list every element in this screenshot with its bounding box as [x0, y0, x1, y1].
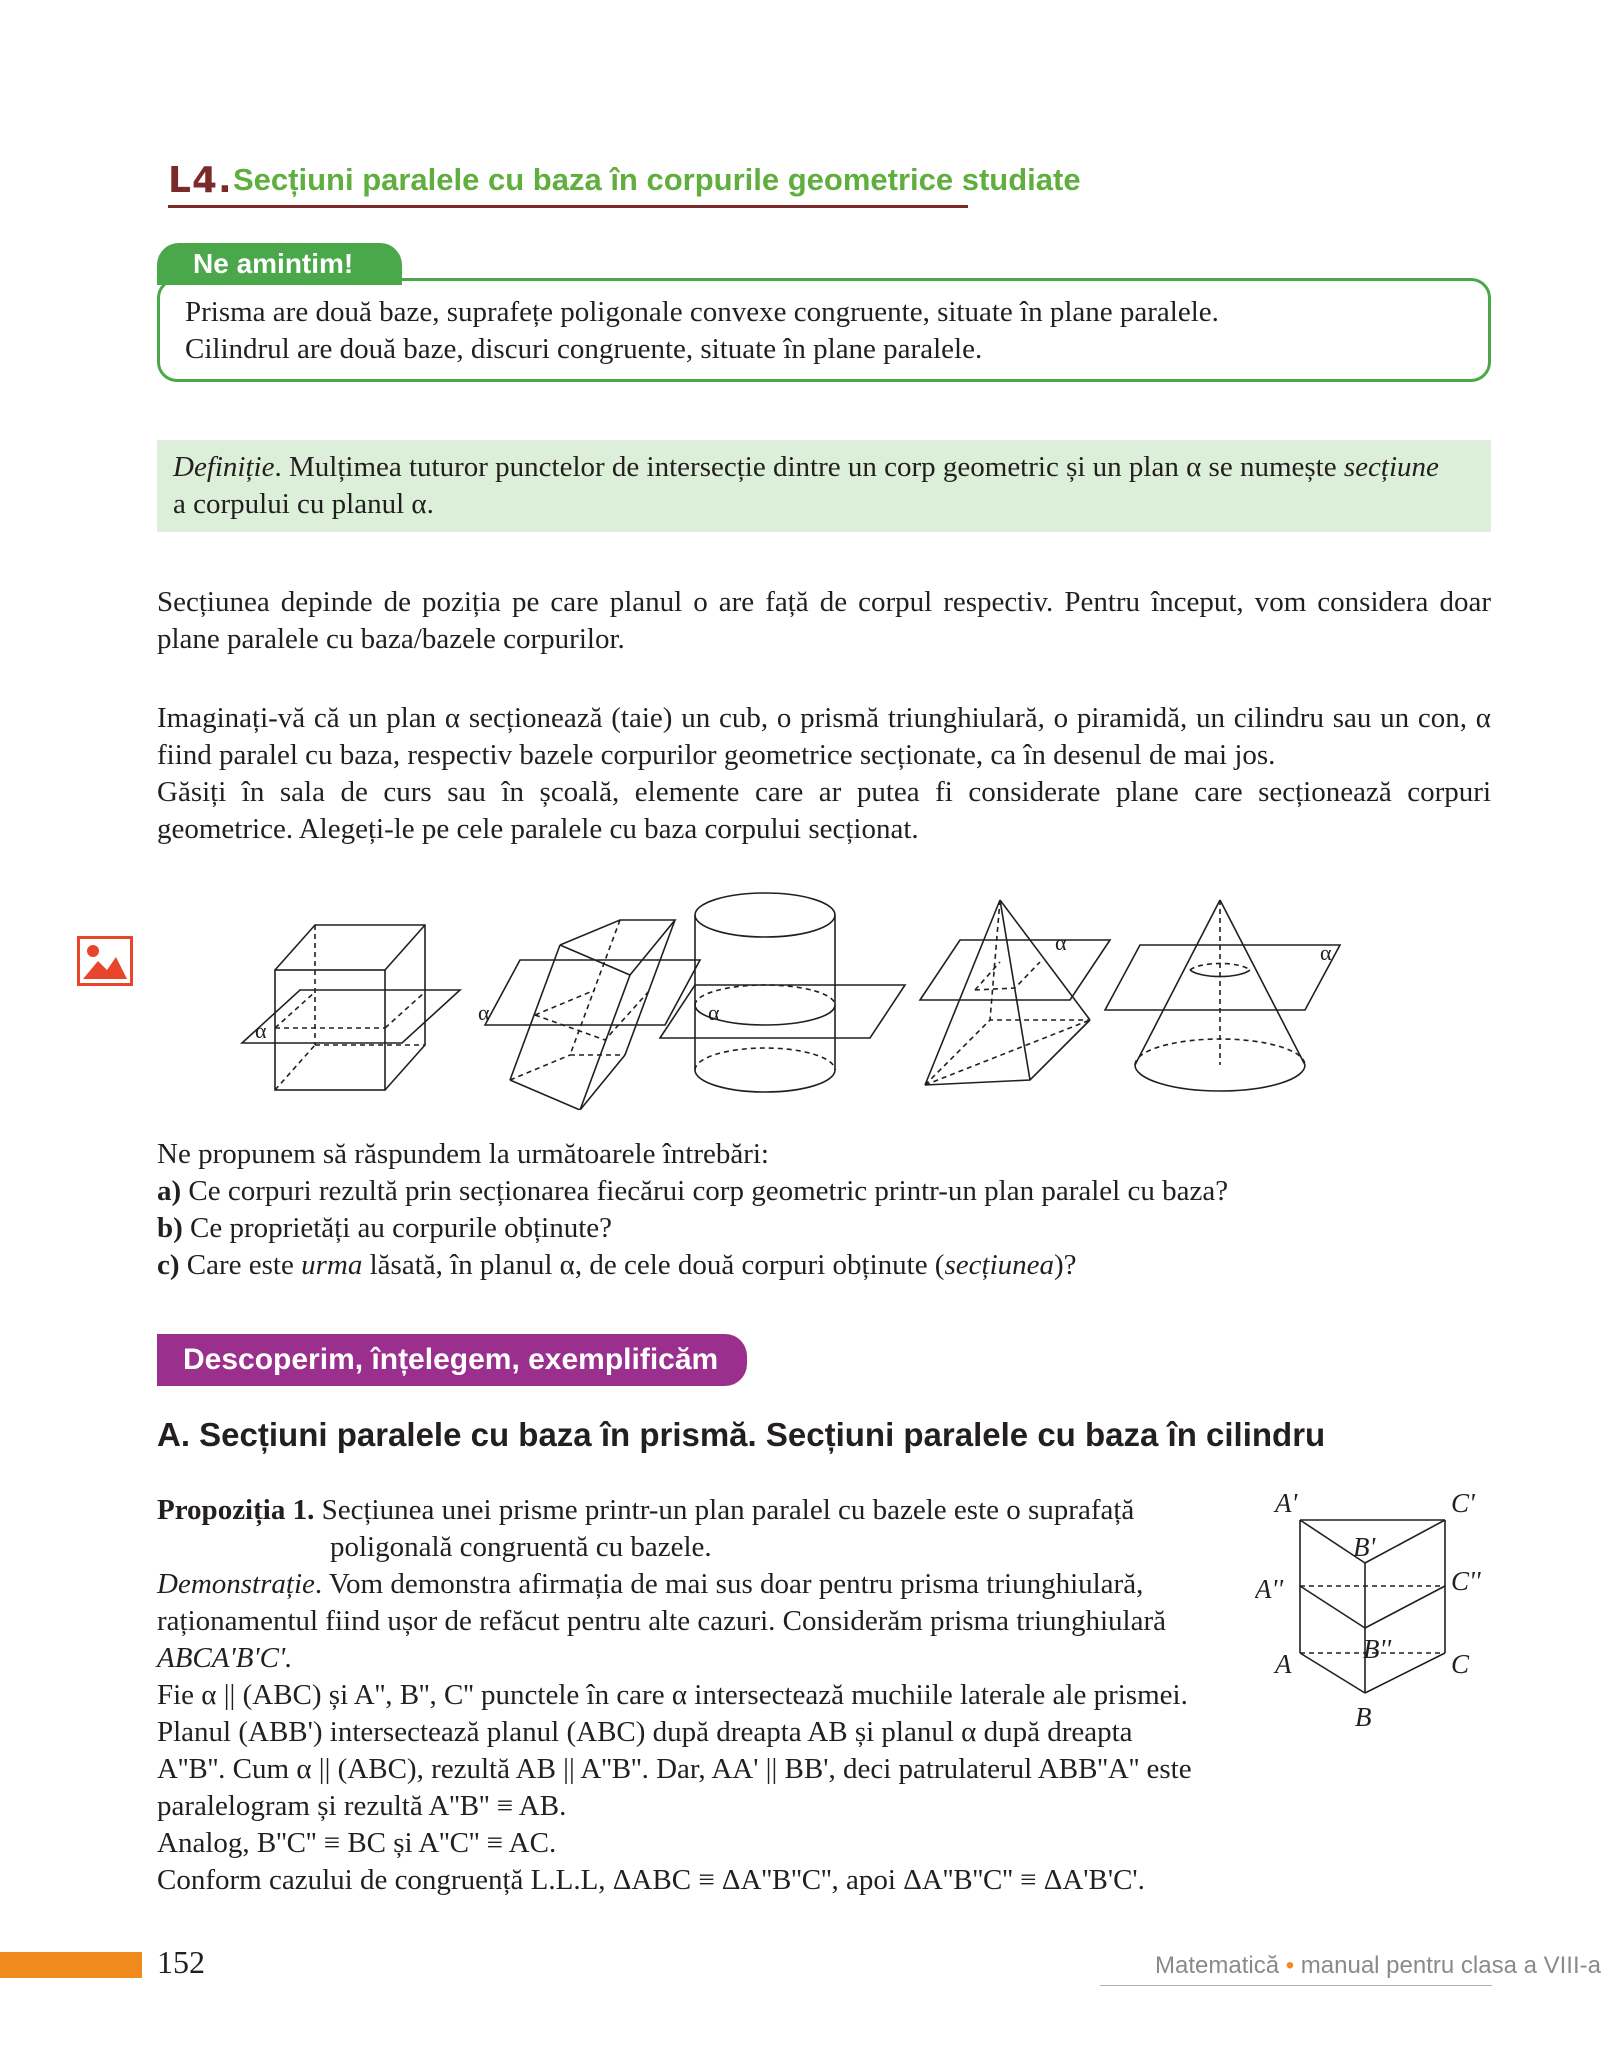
prism-diagram	[1255, 1488, 1495, 1748]
definition-label: Definiție	[173, 451, 275, 483]
definition-text-a: . Mulțimea tuturor punctelor de intersecție dintre un corp geometric și un plan α se numește	[274, 451, 1344, 483]
definition-text	[173, 449, 1483, 523]
alpha-label-cone: α	[1320, 940, 1332, 965]
proof-line-5: Planul (ABB') intersectează planul (ABC) după dreapta AB și planul α după dreapta	[157, 1716, 1133, 1748]
recall-text	[185, 294, 1475, 368]
proof-line-2: raționamentul fiind ușor de refăcut pentru alte cazuri. Considerăm prisma triunghiulară	[157, 1605, 1167, 1637]
footer-book-title	[1155, 1952, 1601, 1980]
alpha-label-cube: α	[255, 1018, 267, 1043]
alpha-label-cylinder: α	[708, 1000, 720, 1025]
proof-line-4: Fie α || (ABC) și A'', B'', C'' punctele în care α intersectează muchiile laterale ale prismei.	[157, 1679, 1188, 1711]
footer-book-a: Matematică	[1155, 1952, 1280, 1979]
proposition-text-2: poligonală congruentă cu bazele.	[330, 1531, 712, 1563]
question-c: c) Care este urma lăsată, în planul α, de cele două corpuri obținute (secțiunea)?	[157, 1249, 1077, 1281]
alpha-label-pyramid: α	[1055, 930, 1067, 955]
page-number: 152	[157, 1944, 205, 1980]
cube-figure	[242, 925, 460, 1090]
pyramid-figure	[920, 900, 1110, 1085]
recall-line-1: Prisma are două baze, suprafețe poligonale convexe congruente, situate în plane paralele.	[185, 296, 1219, 328]
paragraph-1: Secțiunea depinde de poziția pe care planul o are față de corpul respectiv. Pentru început, vom considera doar plane paralele cu baza/bazele corpurilor.	[157, 586, 1491, 655]
proposition-text: Secțiunea unei prisme printr-un plan paralel cu bazele este o suprafață	[321, 1494, 1135, 1526]
proposition	[157, 1492, 1247, 1566]
proof-line-9: Conform cazului de congruență L.L.L, ΔABC ≡ ΔA''B''C'', apoi ΔA''B''C'' ≡ ΔA'B'C'.	[157, 1864, 1145, 1896]
label-A1: A'	[1275, 1488, 1298, 1518]
paragraph-2a: Imaginați-vă că un plan α secționează (taie) un cub, o prismă triunghiulară, o piramidă, un cilindru sau un con, α fiind paralel cu baza, respectiv bazele corpurilor geometrice secționate, ca în desenul de mai jos.	[157, 702, 1491, 771]
label-B2: B''	[1363, 1634, 1392, 1664]
proof: Demonstrație. Vom demonstra afirmația de mai sus doar pentru prisma triunghiulară, raționamentul fiind ușor de refăcut pentru alte cazuri. Considerăm prisma triunghiulară ABCA'B'C'. Fie α || (ABC) și A'', B'', C'' punctele în care α intersectează muchiile laterale ale prismei. Planul (ABB') intersectează planul (ABC) după dreapta AB și planul α după dreapta A''B''. Cum α || (ABC), rezultă AB || A''B''. Dar, AA' || BB', deci patrulaterul ABB''A'' este paralelogram și rezultă A''B'' ≡ AB. Analog, B''C'' ≡ BC și A''C'' ≡ AC. Conform cazului de congruență L.L.L, ΔABC ≡ ΔA''B''C'', apoi ΔA''B''C'' ≡ ΔA'B'C'.	[157, 1566, 1247, 1899]
lesson-number: L4.	[168, 160, 233, 201]
paragraph-2b: Găsiți în sala de curs sau în școală, elemente care ar putea fi considerate plane care secționează corpuri geometrice. Alegeți-le pe cele paralele cu baza corpului secționat.	[157, 776, 1491, 845]
label-A: A	[1275, 1649, 1292, 1679]
recall-line-2: Cilindrul are două baze, discuri congruente, situate în plane paralele.	[185, 333, 983, 365]
footer-book-b: manual pentru clasa a VIII-a	[1294, 1952, 1601, 1979]
cylinder-figure	[660, 893, 905, 1092]
cone-figure	[1105, 900, 1340, 1091]
definition-text-b: a corpului cu planul α.	[173, 488, 434, 520]
label-B1: B'	[1353, 1532, 1376, 1562]
label-B: B	[1355, 1702, 1372, 1732]
sectioned-solids-figure	[230, 880, 1380, 1110]
label-C2: C''	[1451, 1566, 1481, 1596]
lesson-underline	[168, 205, 968, 208]
proof-line-3: ABCA'B'C'.	[157, 1642, 293, 1674]
footer-bar	[0, 1952, 142, 1978]
footer-dot: •	[1285, 1952, 1295, 1979]
image-icon[interactable]	[77, 936, 133, 986]
section-a-title: A. Secțiuni paralele cu baza în prismă. Secțiuni paralele cu baza în cilindru	[157, 1416, 1326, 1453]
prism-figure	[485, 920, 700, 1110]
question-a: a) Ce corpuri rezultă prin secționarea fiecărui corp geometric printr-un plan paralel cu baza?	[157, 1175, 1229, 1207]
label-A2: A''	[1255, 1574, 1284, 1604]
proof-line-7: paralelogram și rezultă A''B'' ≡ AB.	[157, 1790, 567, 1822]
recall-tab: Ne amintim!	[157, 243, 402, 285]
proof-line-6: A''B''. Cum α || (ABC), rezultă AB || A''B''. Dar, AA' || BB', deci patrulaterul ABB''A'' este	[157, 1753, 1192, 1785]
question-b: b) Ce proprietăți au corpurile obținute?	[157, 1212, 613, 1244]
alpha-label-prism: α	[478, 1000, 490, 1025]
label-C: C	[1451, 1649, 1470, 1679]
label-C1: C'	[1451, 1488, 1475, 1518]
definition-term: secțiune	[1343, 451, 1439, 483]
proposition-label: Propoziția 1.	[157, 1494, 315, 1526]
proof-label: Demonstrație	[157, 1568, 315, 1600]
proof-line-8: Analog, B''C'' ≡ BC și A''C'' ≡ AC.	[157, 1827, 557, 1859]
lesson-title: Secțiuni paralele cu baza în corpurile geometrice studiate	[233, 162, 1081, 197]
discover-tab: Descoperim, înțelegem, exemplificăm	[157, 1334, 747, 1386]
questions	[157, 1136, 1491, 1284]
questions-intro: Ne propunem să răspundem la următoarele întrebări:	[157, 1138, 769, 1170]
footer-line	[1100, 1985, 1492, 1986]
